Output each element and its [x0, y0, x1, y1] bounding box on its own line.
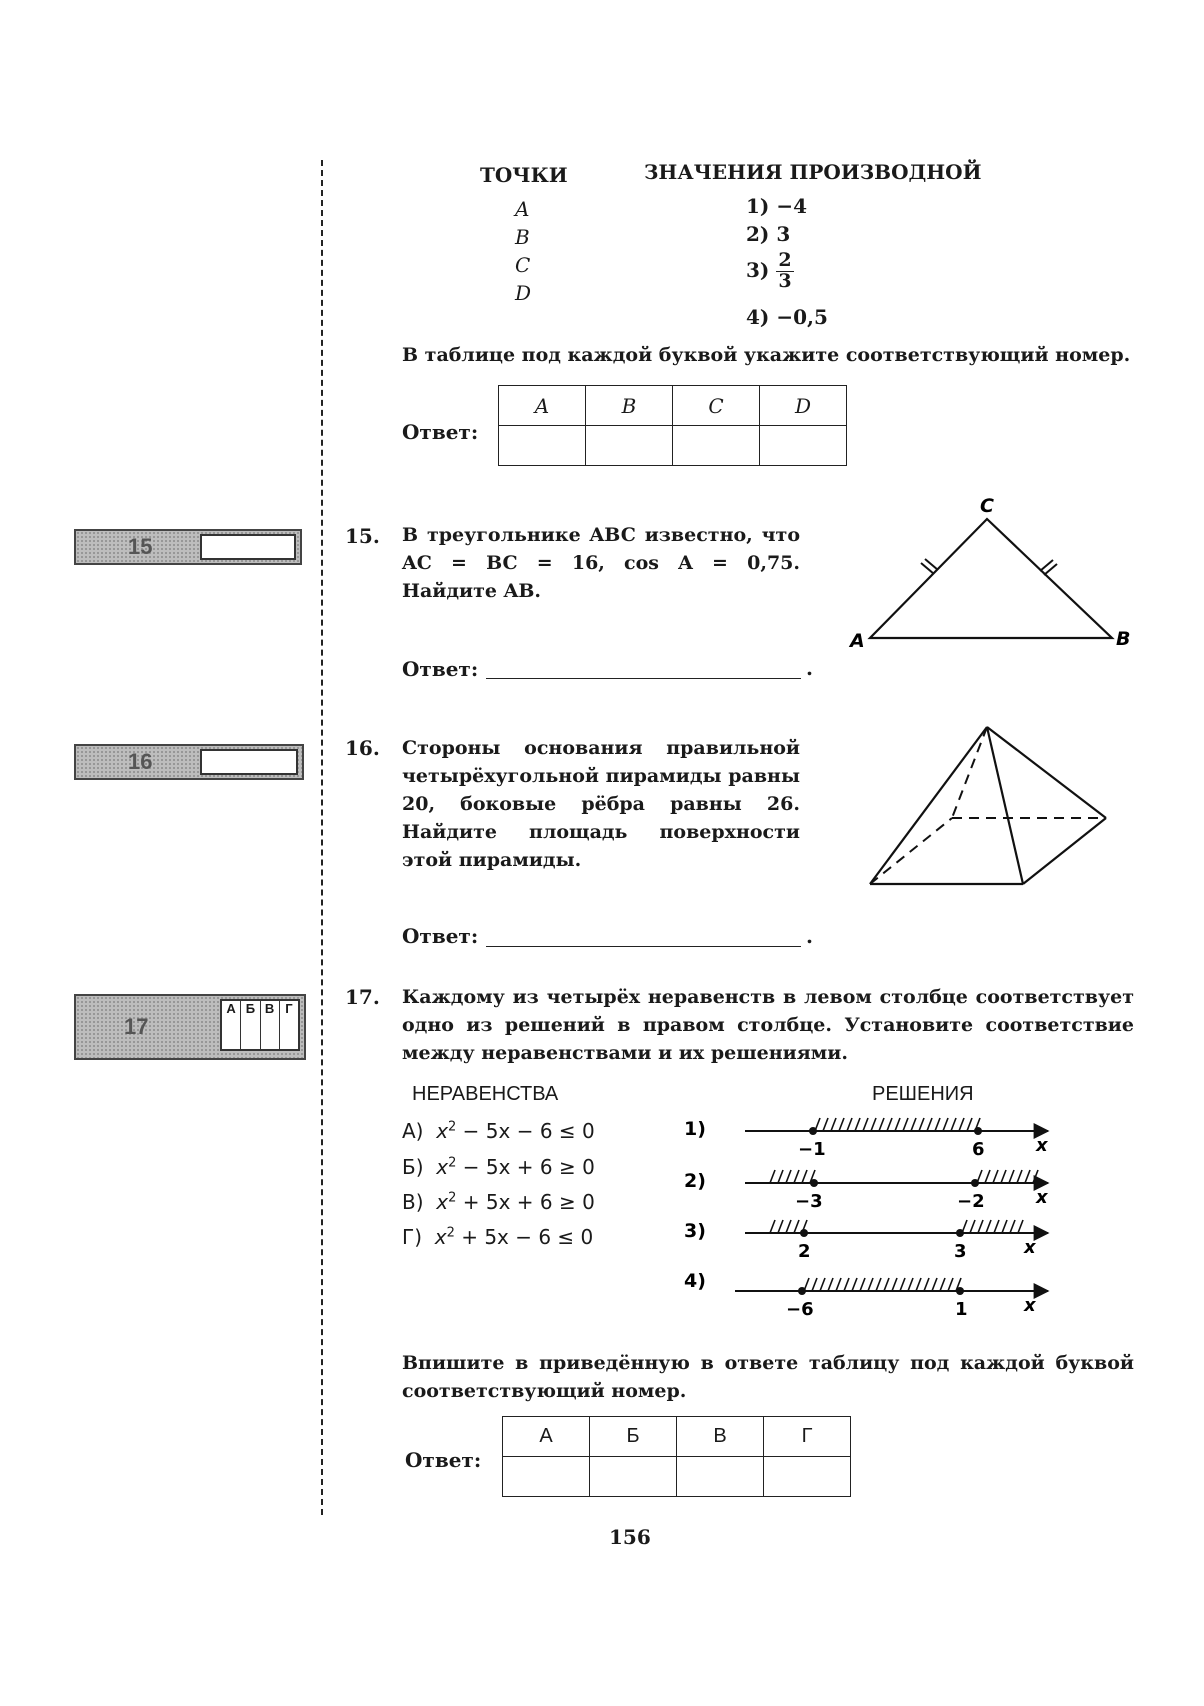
value-4: 4) −0,5 — [746, 305, 828, 329]
solution-1-num: 1) — [684, 1118, 706, 1140]
task16-answer-box[interactable] — [200, 749, 298, 775]
point-a: A — [515, 197, 530, 221]
answer-header-g17: Г — [764, 1417, 851, 1457]
badge-letter-a: А — [222, 1001, 241, 1049]
axis-x-2: x — [1036, 1187, 1048, 1208]
task16-answer-line[interactable] — [486, 926, 801, 947]
label-3b: 3 — [954, 1241, 967, 1262]
sol-header: РЕШЕНИЯ — [872, 1083, 974, 1105]
task15-number: 15. — [345, 524, 380, 548]
answer-header-a: A — [499, 386, 586, 426]
task17-answer-label: Ответ: — [405, 1448, 482, 1472]
hatch-mark-3 — [770, 1220, 775, 1233]
badge-letter-v: В — [261, 1001, 280, 1049]
hatch-mark-1 — [959, 1118, 964, 1131]
pyramid-base-right — [1023, 818, 1106, 884]
hatch-mark-4 — [868, 1278, 873, 1291]
label-2b: −2 — [957, 1191, 985, 1212]
triangle-figure — [840, 495, 1140, 655]
label-c: C — [980, 495, 994, 517]
point-c: C — [515, 253, 531, 277]
hatch-mark-4 — [900, 1278, 905, 1291]
answer-header-b: B — [586, 386, 673, 426]
hatch-mark-4 — [852, 1278, 857, 1291]
task16-answer-label: Ответ: — [402, 924, 479, 948]
hatch-mark-1 — [871, 1118, 876, 1131]
hatch-mark-4 — [860, 1278, 865, 1291]
value-1: 1) −4 — [746, 194, 808, 218]
answer-header-v17: В — [677, 1417, 764, 1457]
task15-answer-dot: . — [806, 656, 813, 680]
hatch-mark-2 — [1033, 1170, 1038, 1183]
axis-x-4: x — [1024, 1295, 1036, 1316]
hatch-mark-1 — [967, 1118, 972, 1131]
answer-cell-b17[interactable] — [590, 1457, 677, 1497]
answer-cell-c[interactable] — [673, 426, 760, 466]
hatch-mark-2 — [802, 1170, 807, 1183]
hatch-mark-2 — [1009, 1170, 1014, 1183]
label-b: B — [1116, 628, 1131, 650]
task15-text: В треугольнике ABC известно, что AC = BC = 16, cos A = 0,75. Найдите AB. — [402, 524, 800, 602]
values-header: ЗНАЧЕНИЯ ПРОИЗВОДНОЙ — [644, 160, 982, 184]
hatch-mark-4 — [932, 1278, 937, 1291]
hatch-mark-1 — [855, 1118, 860, 1131]
hatch-mark-3 — [778, 1220, 783, 1233]
cut-line — [321, 160, 323, 1515]
hatch-mark-1 — [831, 1118, 836, 1131]
task15-answer-line[interactable] — [486, 658, 801, 679]
pyramid-edge-front-left — [870, 727, 987, 884]
inequality-b: Б) $x^2 - 5x + 6 \ge 0$ — [402, 1155, 595, 1179]
hatch-mark-1 — [847, 1118, 852, 1131]
inequality-v: В) $x^2 + 5x + 6 \ge 0$ — [402, 1190, 595, 1214]
task15-badge — [74, 529, 302, 565]
task15-answer-label: Ответ: — [402, 657, 479, 681]
hatch-mark-3 — [1018, 1220, 1023, 1233]
hatch-mark-3 — [962, 1220, 967, 1233]
label-4b: 1 — [955, 1299, 968, 1320]
hatch-mark-4 — [924, 1278, 929, 1291]
task17-instruction: Впишите в приведённую в ответе таблицу под каждой буквой соответствующий номер. — [402, 1352, 1134, 1402]
answer-cell-a17[interactable] — [503, 1457, 590, 1497]
task16-badge-number: 16 — [128, 749, 153, 774]
hatch-mark-2 — [985, 1170, 990, 1183]
hatch-mark-4 — [828, 1278, 833, 1291]
hatch-mark-2 — [1025, 1170, 1030, 1183]
points-header: ТОЧКИ — [480, 163, 568, 187]
hatch-mark-2 — [770, 1170, 775, 1183]
hatch-mark-2 — [794, 1170, 799, 1183]
pyramid-figure — [860, 720, 1120, 895]
hatch-mark-2 — [786, 1170, 791, 1183]
hatch-mark-2 — [1001, 1170, 1006, 1183]
hatch-mark-2 — [993, 1170, 998, 1183]
hatch-mark-4 — [820, 1278, 825, 1291]
task16-answer-dot: . — [806, 924, 813, 948]
hatch-mark-1 — [839, 1118, 844, 1131]
task16-number: 16. — [345, 736, 380, 760]
answer-header-a17: А — [503, 1417, 590, 1457]
axis-x-3: x — [1024, 1237, 1036, 1258]
hatch-mark-1 — [887, 1118, 892, 1131]
pyramid-hidden-edge — [952, 727, 987, 818]
hatch-mark-3 — [994, 1220, 999, 1233]
solution-2-num: 2) — [684, 1170, 706, 1192]
label-1b: 6 — [972, 1139, 985, 1160]
hatch-mark-1 — [951, 1118, 956, 1131]
value-3: 3) $\frac{2}{3}$ — [746, 249, 792, 292]
hatch-mark-1 — [911, 1118, 916, 1131]
hatch-mark-3 — [1002, 1220, 1007, 1233]
page-number: 156 — [609, 1525, 651, 1549]
label-4a: −6 — [786, 1299, 814, 1320]
task14-answer-label: Ответ: — [402, 420, 479, 444]
answer-header-d: D — [760, 386, 847, 426]
hatch-mark-1 — [927, 1118, 932, 1131]
value-2: 2) 3 — [746, 222, 791, 246]
hatch-mark-2 — [977, 1170, 982, 1183]
hatch-mark-3 — [986, 1220, 991, 1233]
hatch-mark-4 — [908, 1278, 913, 1291]
badge-letter-b: Б — [241, 1001, 260, 1049]
answer-cell-d[interactable] — [760, 426, 847, 466]
hatch-mark-1 — [815, 1118, 820, 1131]
task14-answer-table — [498, 385, 847, 466]
label-3a: 2 — [798, 1241, 811, 1262]
task17-text: Каждому из четырёх неравенств в левом столбце соответствует одно из решений в правом столбце. Установите соответствие между неравенствами и их решениями. — [402, 986, 1134, 1064]
hatch-mark-1 — [935, 1118, 940, 1131]
hatch-mark-4 — [884, 1278, 889, 1291]
task16-text: Стороны основания правильной четырёхугольной пирамиды равны 20, боковые рёбра равны 26. Найдите площадь поверхности этой пирамиды. — [402, 737, 800, 871]
hatch-mark-4 — [940, 1278, 945, 1291]
answer-cell-b[interactable] — [586, 426, 673, 466]
triangle-shape — [870, 519, 1112, 638]
label-1a: −1 — [798, 1139, 826, 1160]
hatch-mark-3 — [978, 1220, 983, 1233]
hatch-mark-4 — [812, 1278, 817, 1291]
solution-4-num: 4) — [684, 1270, 706, 1292]
task17-answer-grid[interactable] — [220, 999, 300, 1051]
hatch-mark-1 — [879, 1118, 884, 1131]
task16-badge — [74, 744, 304, 780]
ineq-header: НЕРАВЕНСТВА — [412, 1083, 559, 1105]
task15-answer-box[interactable] — [200, 534, 296, 560]
hatch-mark-1 — [943, 1118, 948, 1131]
hatch-mark-4 — [916, 1278, 921, 1291]
answer-cell-a[interactable] — [499, 426, 586, 466]
point-3a — [800, 1229, 808, 1237]
solutions-figure — [680, 1110, 1080, 1320]
point-d: D — [515, 281, 532, 305]
hatch-mark-3 — [1010, 1220, 1015, 1233]
hatch-mark-1 — [895, 1118, 900, 1131]
badge-letter-g: Г — [285, 1001, 293, 1016]
answer-cell-v17[interactable] — [677, 1457, 764, 1497]
task17-badge — [74, 994, 306, 1060]
hatch-mark-4 — [844, 1278, 849, 1291]
hatch-mark-4 — [804, 1278, 809, 1291]
hatch-mark-4 — [836, 1278, 841, 1291]
task14-instruction: В таблице под каждой буквой укажите соответствующий номер. — [402, 344, 1131, 366]
hatch-mark-1 — [863, 1118, 868, 1131]
task17-number: 17. — [345, 985, 380, 1009]
point-b: B — [515, 225, 530, 249]
hatch-mark-2 — [1017, 1170, 1022, 1183]
answer-header-c: C — [673, 386, 760, 426]
hatch-mark-3 — [786, 1220, 791, 1233]
task17-answer-table — [502, 1416, 851, 1497]
answer-header-b17: Б — [590, 1417, 677, 1457]
task17-badge-number: 17 — [124, 1014, 149, 1039]
hatch-mark-4 — [892, 1278, 897, 1291]
hatch-mark-1 — [919, 1118, 924, 1131]
hatch-mark-3 — [794, 1220, 799, 1233]
label-a: A — [850, 630, 865, 652]
answer-cell-g17[interactable] — [764, 1457, 851, 1497]
axis-x-1: x — [1036, 1135, 1048, 1156]
inequality-a: А) $x^2 - 5x - 6 \le 0$ — [402, 1119, 595, 1143]
solution-3-num: 3) — [684, 1220, 706, 1242]
inequality-g: Г) $x^2 + 5x - 6 \le 0$ — [402, 1225, 594, 1249]
hatch-mark-2 — [778, 1170, 783, 1183]
hatch-mark-1 — [903, 1118, 908, 1131]
task15-badge-number: 15 — [128, 534, 153, 559]
hatch-mark-4 — [876, 1278, 881, 1291]
label-2a: −3 — [795, 1191, 823, 1212]
hatch-mark-4 — [948, 1278, 953, 1291]
hatch-mark-1 — [823, 1118, 828, 1131]
hatch-mark-3 — [970, 1220, 975, 1233]
